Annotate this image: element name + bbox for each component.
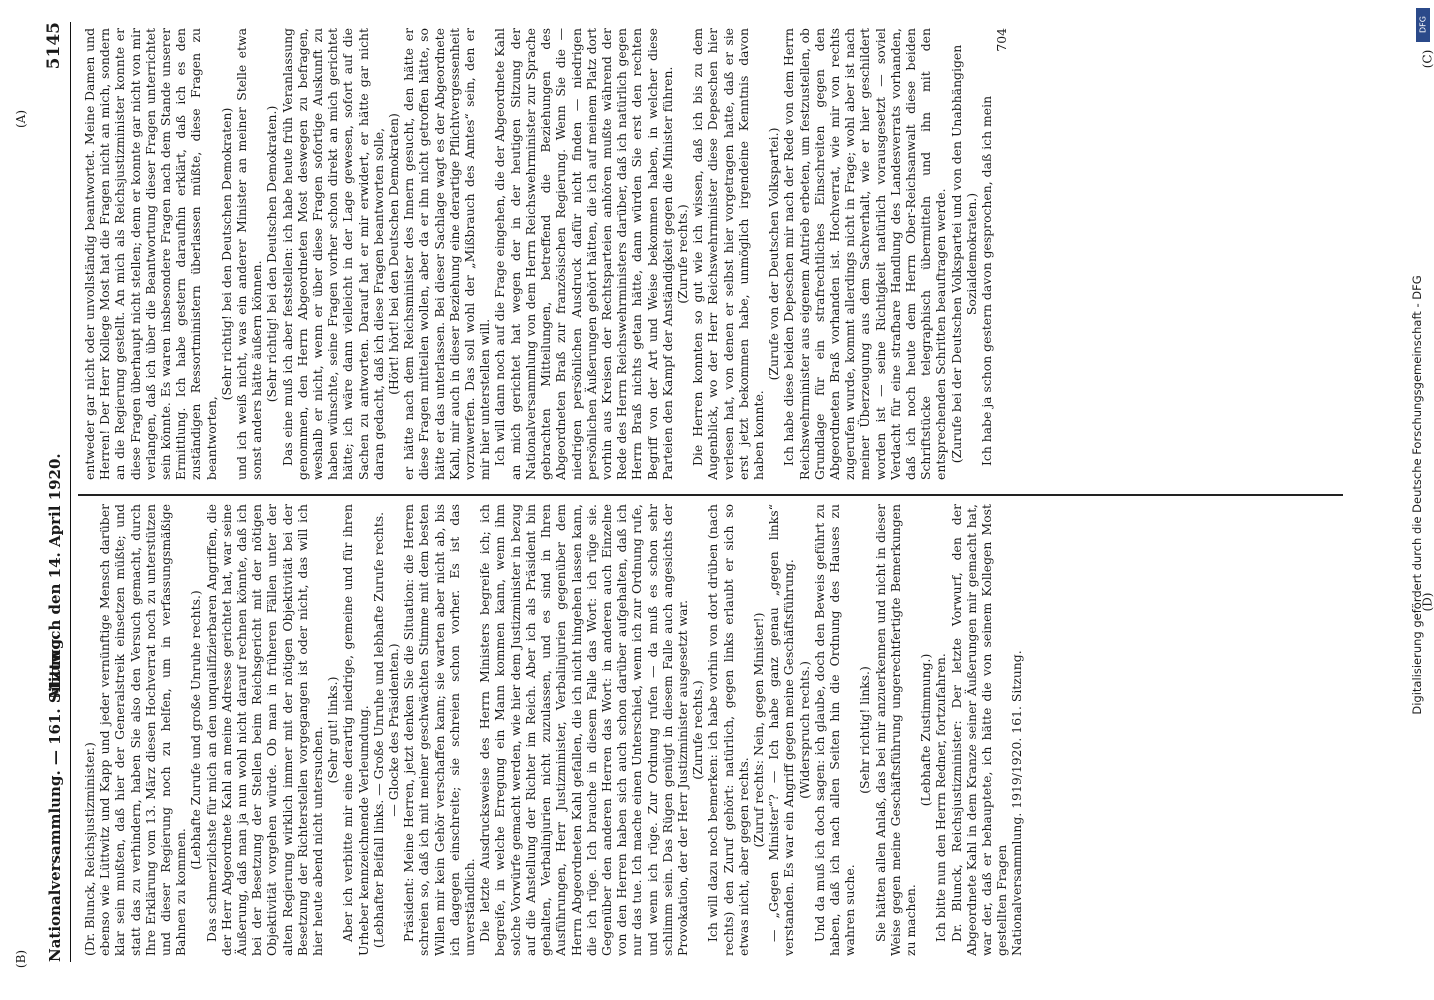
paragraph: Präsident: Meine Herren, jetzt denken Sie die Situation: die Herren schreien so, daß ich mit meiner geschwächten Stimme mit dem besten Willen mir kein Gehör verschaffen kann; sie warten aber nicht ab, bis ich dagegen einschreite; sie schreien schon vorher. Es ist das unverständlich. [401,504,478,956]
digitization-credit [1402,18,1432,978]
paragraph: Und da muß ich doch sagen: ich glaube, doch den Beweis geführt zu haben, daß ich nach allen Seiten hin die Ordnung des Hauses zu wahren suche. [811,504,858,956]
dfg-logo [1416,8,1430,42]
interjection: (Widerspruch rechts.) [796,661,812,799]
paragraph: und ich weiß nicht, was ein anderer Minister an meiner Stelle etwa sonst anders hätte äußern können. [234,28,265,480]
interjection: (Zurufe rechts.) [674,204,690,304]
credit-text: Digitalisierung gefördert durch die Deutsche Forschungsgemeinschaft - DFG [1410,275,1424,715]
paragraph: Ich will dazu noch bemerken: ich habe vorhin von dort drüben (nach rechts) den Zuruf gehört: natürlich, gegen links erlaubt er sich so etwas nicht, aber gegen rechts. [705,504,751,956]
paragraph: er hätte nach dem Reichsminister des Innern gesucht, den hätte er diese Fragen mitteilen wollen, aber da er ihn nicht getroffen hätte, so hätte er das unterlassen. Bei dieser Sachlage wagt es der Abgeordnete Kahl, mir auch in dieser Beziehung eine derartige Pflichtvergessenheit vorzuwerfen. Das soll wohl der „Mißbrauch des Amtes“ sein, den er mir hier unterstellen will. [401,28,493,480]
interjection: (Zurufe bei der Deutschen Volkspartei und von den Unabhängigen Sozialdemokraten.) [948,44,979,464]
paragraph: Dr. Blunck, Reichsjustizminister: Der letzte Vorwurf, den der Abgeordnete Kahl in dem Kranze seiner Äußerungen mir gemacht hat, war der, daß er behauptete, ich hätte die von seinem Kollegen Most gestellten Fragen [948,504,1010,956]
interjection: (Sehr richtig! links.) [857,666,873,794]
paragraph: Ich habe diese beiden Depeschen mir nach der Rede von dem Herrn Reichswehrminister aus eigenem Antrieb erbeten, um festzustellen, ob Grundlage für ein strafrechtliches Einschreiten gegen den Abgeordneten Braß vorhanden ist. Hochverrat, wie mir von rechts zugerufen wurde, kommt allerdings nicht in Frage; wohl aber ist nach meiner Überzeugung aus dem Sachverhalt, wie er hier geschildert worden ist — seine Richtigkeit natürlich vorausgesetzt — soviel Verdacht für eine strafbare Handlung des Landesverrats vorhanden, daß ich noch heute dem Herrn Ober-Reichsanwalt diese beiden Schriftstücke telegraphisch übermitteln und ihn mit den entsprechenden Schritten beauftragen werde. [781,28,949,480]
dfg-logo-text: DFG [1418,16,1428,33]
left-column [82,504,1337,956]
paragraph: Sie hätten allen Anlaß, das bei mir anzuerkennen und nicht in dieser Weise gegen meine Geschäftsführung ungerechtfertigte Bemerkungen zu machen. [872,504,918,956]
paragraph: Ich will dann noch auf die Frage eingehen, die der Abgeordnete Kahl an mich gerichtet hat wegen der in der heutigen Sitzung der Nationalversammlung von dem Herrn Reichswehrminister zur Sprache gebrachten Mitteilungen, betreffend die Beziehungen des Abgeordneten Braß zur französischen Regierung. Wenn Sie die — niedrigen persönlichen Ausdruck dafür nicht finden — niedrigen persönlichen Äußerungen gehört hätten, die ich auf meinem Platz dort vorhin aus Kreisen der Rechtsparteien anhören mußte während der Rede des Herrn Reichswehrministers darüber, daß ich natürlich gegen Herrn Braß nichts getan hätte, dann würden Sie erst den rechten Begriff von der Art und Weise bekommen haben, in welcher diese Parteien den Kampf der Anständigkeit gegen die Minister führen. [492,28,675,480]
interjection: (Zurufe rechts.) [690,680,706,780]
header-date: Mittwoch den 14. April 1920. [46,453,64,699]
paragraph: Das schmerzlichste für mich an den unqualifizierbaren Angriffen, die der Herr Abgeordnete Kahl an meine Adresse gerichtet hat, war seine Äußerung, daß man ja nun wohl nicht darauf rechnen könnte, daß ich bei der Besetzung der Stellen beim Reichsgericht mit der nötigen Objektivität vorgehen würde. Ob man in früheren Fällen unter der alten Regierung wirklich immer mit der nötigen Objektivität bei der Besetzung der Richterstellen vorgegangen ist oder nicht, das will ich hier heute abend nicht untersuchen. [203,504,326,956]
page-number: 5145 [44,22,64,70]
paragraph: ebenso wie Lüttwitz und Kapp und jeder vernünftige Mensch darüber klar sein mußten, daß hier der Generalstreik einsetzen müßte; und statt das zu verhindern, haben Sie also den Versuch gemacht, durch Ihre Erklärung vom 13. März diesen Hochverrat noch zu unterstützen und dieser Regierung noch zu helfen, um in verfassungsmäßige Bahnen zu kommen. [97,504,189,956]
signature-number: 704 [994,28,1010,52]
column-divider [78,495,1343,497]
interjection: (Sehr richtig! bei den Deutschen Demokraten.) [264,105,280,403]
interjection: (Lebhafter Beifall links. — Große Unruhe und lebhafte Zurufe rechts. — Glocke des Präsidenten.) [370,511,402,949]
paragraph: Die letzte Ausdrucksweise des Herrn Ministers begreife ich; ich begreife, in welche Erregung ein Mann kommen kann, wenn ihm solche Vorwürfe gemacht werden, wie hier dem Justizminister in bezug auf die Anstellung der Richter im Reich. Aber ich als Präsident bin gehalten, Verbalinjurien nicht zuzulassen, und es sind in Ihren Ausführungen, Herr Justizminister, Verbalinjurien gegenüber dem Herrn Abgeordneten Kahl gefallen, die ich nicht hingehen lassen kann, die ich rüge. Ich brauche in diesem Falle das Wort: ich rüge sie. Gegenüber den anderen Herren das Wort: in anderen auch Einzelne von den Herren haben sich auch schon darüber aufgehalten, daß ich nur das tue. Ich mache einen Unterschied, wenn ich zur Ordnung rufe, und wenn ich rüge. Zur Ordnung rufen — da muß es schon sehr schlimm sein. Das Rügen genügt in diesem Falle auch angesichts der Provokation, der der Herr Justizminister ausgesetzt war. [477,504,690,956]
interjection: (Zuruf rechts: Nein, gegen Minister!) [750,612,766,848]
interjection: (Sehr richtig! bei den Deutschen Demokraten) [218,107,234,401]
interjection: (Zurufe von der Deutschen Volkspartei.) [766,127,782,381]
interjection: (Hört! hört! bei den Deutschen Demokraten) [386,113,402,395]
interjection: (Lebhafte Zustimmung.) [918,653,934,807]
margin-marker-a: (A) [14,109,29,129]
margin-marker-d: (D) [1420,592,1434,612]
interjection: (Sehr gut! links.) [325,676,341,784]
paragraph: Ich bitte nun den Herrn Redner, fortzufahren. [933,653,949,942]
running-header [40,22,71,962]
header-left: Nationalversammlung. — 161. Sitzung. [46,633,64,962]
paragraph: Ich habe ja schon gestern davon gesprochen, daß ich mein [978,95,994,466]
paragraph: entweder gar nicht oder unvollständig beantwortet. Meine Damen und Herren! Der Herr Kollege Most hat die Fragen nicht an mich, sondern an die Regierung gestellt. An mich als Reichsjustizminister konnte er diese Fragen überhaupt nicht stellen; denn er konnte gar nicht von mir verlangen, daß ich über die Beantwortung dieser Fragen unterrichtet sein könnte. Es waren insbesondere Fragen nach dem Stande unserer Ermittlung. Ich habe gestern daraufhin erklärt, daß ich es den zuständigen Ressortministern überlassen müßte, diese Fragen zu beantworten, [82,28,219,480]
paragraph: — „Gegen Minister“? — Ich habe ganz genau „gegen links“ verstanden. Es war ein Angriff gegen meine Geschäftsführung. [766,504,797,956]
rotated-page [40,22,1350,962]
paragraph: Die Herren konnten so gut wie ich wissen, daß ich bis zu dem Augenblick, wo der Herr Reichswehrminister diese Depeschen hier verlesen hat, von denen er selbst hier vorgetragen hatte, daß er sie erst jetzt bekommen habe, unmöglich irgendeine Kenntnis davon haben konnte. [690,28,766,480]
speaker-note: (Dr. Blunck, Reichsjustizminister.) [82,742,97,956]
right-column [82,28,1337,480]
margin-marker-c: (C) [1420,49,1434,69]
paragraph: Das eine muß ich aber feststellen: ich habe heute früh Veranlassung genommen, den Herrn Abgeordneten Most deswegen zu befragen, weshalb er nicht, wenn er über diese Fragen sofortige Auskunft zu haben wünschte, seine Fragen vorher schon direkt an mich gerichtet hätte; ich wäre dann vielleicht in der Lage gewesen, sofort auf die Sachen zu antworten. Darauf hat er mir erwidert, er hätte gar nicht daran gedacht, daß ich diese Fragen beantworten solle, [279,28,386,480]
page-footer: Nationalversammlung. 1919/1920. 161. Sitzung. [1009,650,1025,956]
interjection: (Lebhafte Zurufe und große Unruhe rechts.) [188,590,204,870]
paragraph: Aber ich verbitte mir eine derartig niedrige, gemeine und für ihren Urheber kennzeichnende Verleumdung. [340,504,371,956]
margin-marker-b: (B) [14,949,29,969]
